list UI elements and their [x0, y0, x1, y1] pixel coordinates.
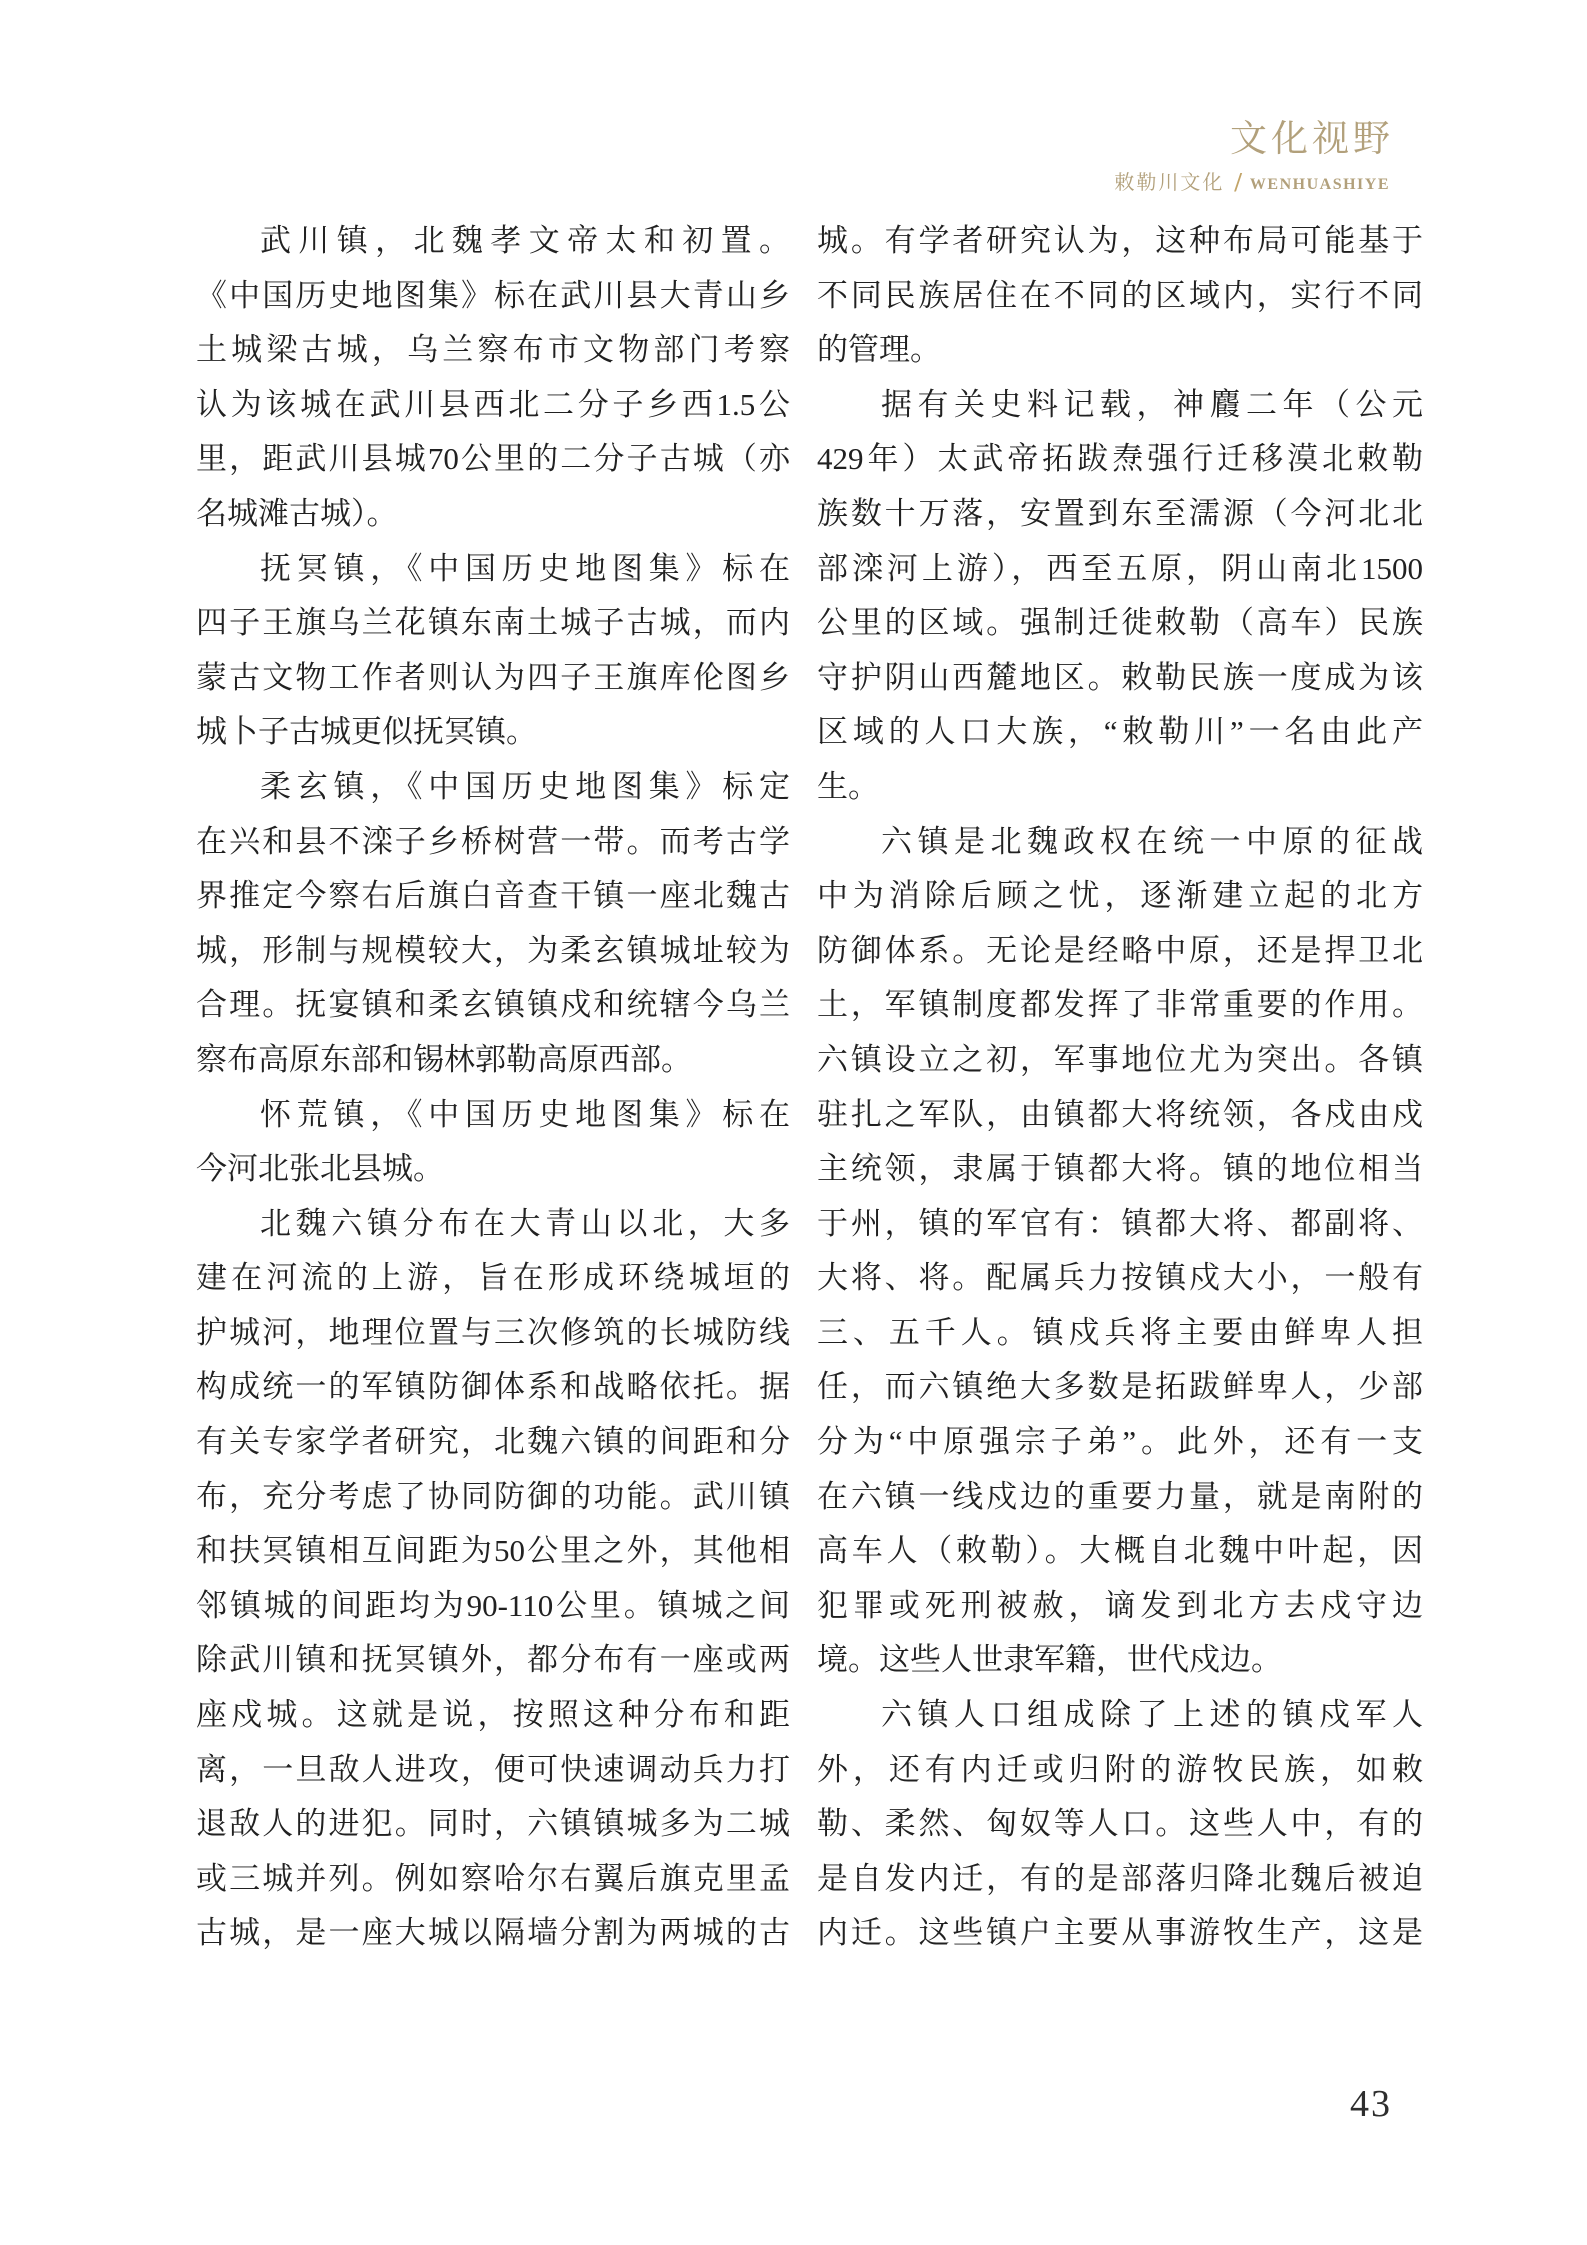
section-subtitle: [1114, 167, 1390, 197]
text-line: 构成统一的军镇防御体系和战略依托。据: [196, 1369, 790, 1405]
text-line: 城，形制与规模较大，为柔玄镇城址较为: [196, 932, 790, 968]
text-line: 守护阴山西麓地区。敕勒民族一度成为该: [817, 659, 1423, 695]
text-line: 四子王旗乌兰花镇东南土城子古城，而内: [196, 605, 790, 641]
text-line: 于州，镇的军官有：镇都大将、都副将、: [817, 1205, 1423, 1241]
text-line: 高车人（敕勒）。大概自北魏中叶起，因: [817, 1533, 1423, 1569]
page-number: 43: [1350, 2083, 1392, 2125]
text-line: 大将、将。配属兵力按镇戍大小，一般有: [817, 1260, 1423, 1296]
text-line: 中为消除后顾之忧，逐渐建立起的北方: [817, 878, 1423, 914]
text-line: 退敌人的进犯。同时，六镇镇城多为二城: [196, 1806, 790, 1842]
subtitle-english: WENHUASHIYE: [1249, 176, 1390, 193]
text-line: 六镇是北魏政权在统一中原的征战: [881, 823, 1423, 859]
text-line: 界推定今察右后旗白音查干镇一座北魏古: [196, 878, 790, 914]
text-line: 在兴和县不滦子乡桥树营一带。而考古学: [196, 823, 790, 859]
text-line: 邻镇城的间距均为90-110公里。镇城之间: [196, 1587, 790, 1623]
text-line: 蒙古文物工作者则认为四子王旗库伦图乡: [196, 659, 790, 695]
text-line: 分为“中原强宗子弟”。此外，还有一支: [817, 1424, 1423, 1460]
article-columns: [196, 214, 1423, 1961]
text-line: 内迁。这些镇户主要从事游牧生产，这是: [817, 1915, 1423, 1951]
text-line: 429年）太武帝拓跋焘强行迁移漠北敕勒: [817, 441, 1423, 477]
text-line: 有关专家学者研究，北魏六镇的间距和分: [196, 1424, 790, 1460]
text-line: 是自发内迁，有的是部落归降北魏后被迫: [817, 1860, 1423, 1896]
text-line: 外，还有内迁或归附的游牧民族，如敕: [817, 1751, 1423, 1787]
text-line: 主统领，隶属于镇都大将。镇的地位相当: [817, 1151, 1423, 1187]
text-line: 公里的区域。强制迁徙敕勒（高车）民族: [817, 605, 1423, 641]
text-line: 抚冥镇，《中国历史地图集》标在: [260, 550, 790, 586]
text-line: 武川镇，北魏孝文帝太和初置。: [260, 223, 790, 258]
text-line: 部滦河上游），西至五原，阴山南北1500: [817, 550, 1423, 586]
text-line: 三、五千人。镇戍兵将主要由鲜卑人担: [817, 1314, 1423, 1350]
text-line: 防御体系。无论是经略中原，还是捍卫北: [817, 932, 1423, 968]
text-line: 和扶冥镇相互间距为50公里之外，其他相: [196, 1533, 790, 1569]
text-line: 《中国历史地图集》标在武川县大青山乡: [196, 277, 790, 313]
text-line: 生。: [817, 768, 879, 804]
text-line: 在六镇一线戍边的重要力量，就是南附的: [817, 1478, 1423, 1514]
text-line: 离，一旦敌人进攻，便可快速调动兵力打: [196, 1751, 790, 1787]
text-line: 驻扎之军队，由镇都大将统领，各戍由戍: [817, 1096, 1423, 1132]
text-line: 名城滩古城）。: [196, 495, 398, 531]
text-line: 古城，是一座大城以隔墙分割为两城的古: [196, 1915, 790, 1951]
text-line: 座戍城。这就是说，按照这种分布和距: [196, 1697, 790, 1733]
text-line: 里，距武川县城70公里的二分子古城（亦: [196, 441, 790, 477]
text-line: 或三城并列。例如察哈尔右翼后旗克里孟: [196, 1860, 790, 1896]
text-line: 的管理。: [817, 332, 941, 368]
text-line: 据有关史料记载，神麚二年（公元: [881, 386, 1423, 422]
text-line: 怀荒镇，《中国历史地图集》标在: [260, 1096, 790, 1132]
text-line: 城卜子古城更似抚冥镇。: [196, 714, 537, 750]
text-line: 护城河，地理位置与三次修筑的长城防线: [196, 1314, 790, 1350]
subtitle-slash-divider: /: [1234, 167, 1242, 197]
column-right: [817, 214, 1423, 1961]
text-line: 土，军镇制度都发挥了非常重要的作用。: [817, 987, 1423, 1023]
text-line: 境。这些人世隶军籍，世代戍边。: [817, 1642, 1282, 1678]
text-line: 族数十万落，安置到东至濡源（今河北北: [817, 495, 1423, 531]
text-line: 六镇设立之初，军事地位尤为突出。各镇: [817, 1041, 1423, 1077]
text-line: 犯罪或死刑被赦，谪发到北方去戍守边: [817, 1587, 1423, 1623]
text-line: 除武川镇和抚冥镇外，都分布有一座或两: [196, 1642, 790, 1678]
text-line: 勒、柔然、匈奴等人口。这些人中，有的: [817, 1806, 1423, 1842]
text-line: 城。有学者研究认为，这种布局可能基于: [817, 223, 1423, 258]
text-line: 合理。抚宴镇和柔玄镇镇戍和统辖今乌兰: [196, 987, 790, 1023]
text-line: 土城梁古城，乌兰察布市文物部门考察: [196, 332, 790, 368]
text-line: 不同民族居住在不同的区域内，实行不同: [817, 277, 1423, 313]
text-line: 认为该城在武川县西北二分子乡西1.5公: [196, 386, 790, 422]
text-line: 区域的人口大族，“敕勒川”一名由此产: [817, 714, 1423, 750]
text-line: 六镇人口组成除了上述的镇戍军人: [881, 1697, 1423, 1733]
text-line: 建在河流的上游，旨在形成环绕城垣的: [196, 1260, 790, 1296]
subtitle-chinese: 敕勒川文化: [1114, 172, 1225, 194]
section-title: 文化视野: [1230, 119, 1394, 160]
text-line: 布，充分考虑了协同防御的功能。武川镇: [196, 1478, 790, 1514]
text-line: 今河北张北县城。: [196, 1151, 444, 1187]
column-left: [196, 214, 790, 1961]
text-line: 察布高原东部和锡林郭勒高原西部。: [196, 1041, 692, 1077]
text-line: 任，而六镇绝大多数是拓跋鲜卑人，少部: [817, 1369, 1423, 1405]
page-header: [1114, 108, 1394, 197]
text-line: 柔玄镇，《中国历史地图集》标定: [260, 768, 790, 804]
text-line: 北魏六镇分布在大青山以北，大多: [260, 1205, 790, 1241]
